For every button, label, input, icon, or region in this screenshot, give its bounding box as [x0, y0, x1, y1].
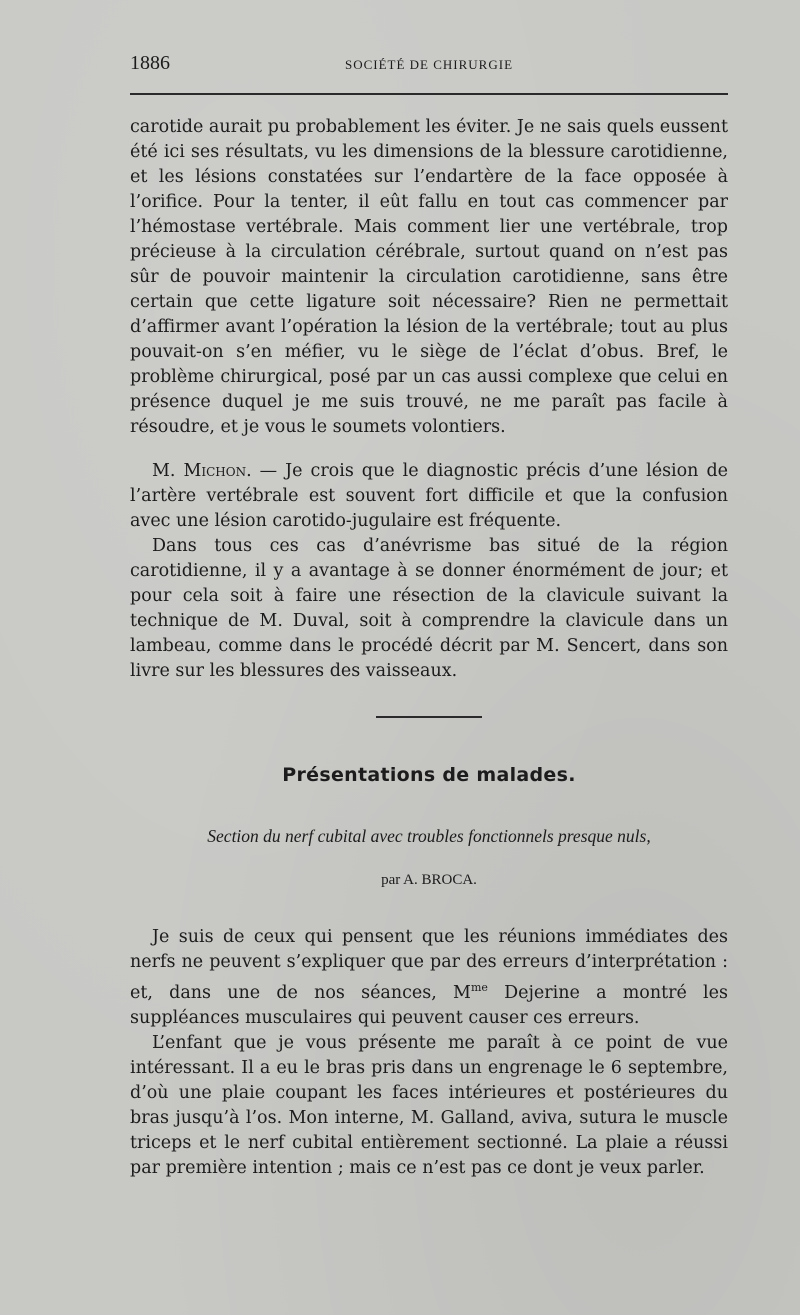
title-abbrev-superscript: me — [470, 981, 488, 994]
page-header — [130, 52, 728, 78]
broca-paragraph-2: L’enfant que je vous présente me paraît à ce point de vue intéressant. Il a eu le bras pris dans un engrenage le 6 septembre, d’où une plaie coupant les faces intérieures et postérieures du bras jusqu’à l’os. Mon interne, M. Galland, aviva, sutura le muscle triceps et le nerf cubital entièrement sectionné. La plaie a réussi par première intention ; mais ce n’est pas ce dont je veux parler. — [130, 1032, 728, 1178]
page-number: 1886 — [130, 52, 170, 74]
michon-paragraph-1 — [130, 459, 728, 534]
michon-paragraph-2: Dans tous ces cas d’anévrisme bas situé de la région carotidienne, il y a avantage à se donner énormément de jour; et pour cela soit à faire une résection de la clavicule suivant la technique de M. Duval, soit à comprendre la clavicule dans un lambeau, comme dans le procédé décrit par M. Sencert, dans son livre sur les blessures des vaisseaux. — [130, 536, 728, 681]
speaker-name: M. Michon. — [152, 461, 252, 481]
section-separator — [376, 716, 482, 718]
michon-paragraph-1-text: — Je crois que le diagnostic précis d’une lésion de l’artère vertébrale est souvent fort difficile et que la confusion avec une lésion carotido-jugulaire est fréquente. — [130, 461, 728, 531]
running-head: SOCIÉTÉ DE CHIRURGIE — [344, 57, 514, 72]
article-title: Section du nerf cubital avec troubles fonctionnels presque nuls, — [207, 826, 651, 846]
article-byline: par A. BROCA. — [381, 872, 477, 888]
header-rule — [130, 93, 728, 95]
broca-article-body — [130, 925, 728, 1181]
broca-paragraph-1-start: Je suis de ceux qui pensent que les réunions immédiates des nerfs ne peuvent s’expliquer que par des erreurs d’interprétation : et, dans une de nos séances, M — [130, 927, 728, 1003]
section-title: Présentations de malades. — [282, 764, 576, 786]
broca-paragraph-1-end: Dejerine a montré les suppléances musculaires qui peuvent causer ces erreurs. — [130, 982, 728, 1028]
continuation-paragraph: carotide aurait pu probablement les éviter. Je ne sais quels eussent été ici ses résultats, vu les dimensions de la blessure carotidienne, et les lésions constatées sur l’endartère de la face opposée à l’orifice. Pour la tenter, il eût fallu en tout cas commencer par l’hémostase vertébrale. Mais comment lier une vertébrale, trop précieuse à la circulation cérébrale, surtout quand on n’est pas sûr de pouvoir maintenir la circulation carotidienne, sans être certain que cette ligature soit nécessaire? Rien ne permettait d’affirmer avant l’opération la lésion de la vertébrale; tout au plus pouvait-on s’en méfier, vu le siège de l’éclat d’obus. Bref, le problème chirurgical, posé par un cas aussi complexe que celui en présence duquel je me suis trouvé, ne me paraît pas facile à résoudre, et je vous le soumets volontiers. — [130, 117, 728, 437]
continuation-text — [130, 115, 728, 440]
michon-remarks — [130, 459, 728, 684]
broca-paragraph-1 — [130, 925, 728, 1031]
